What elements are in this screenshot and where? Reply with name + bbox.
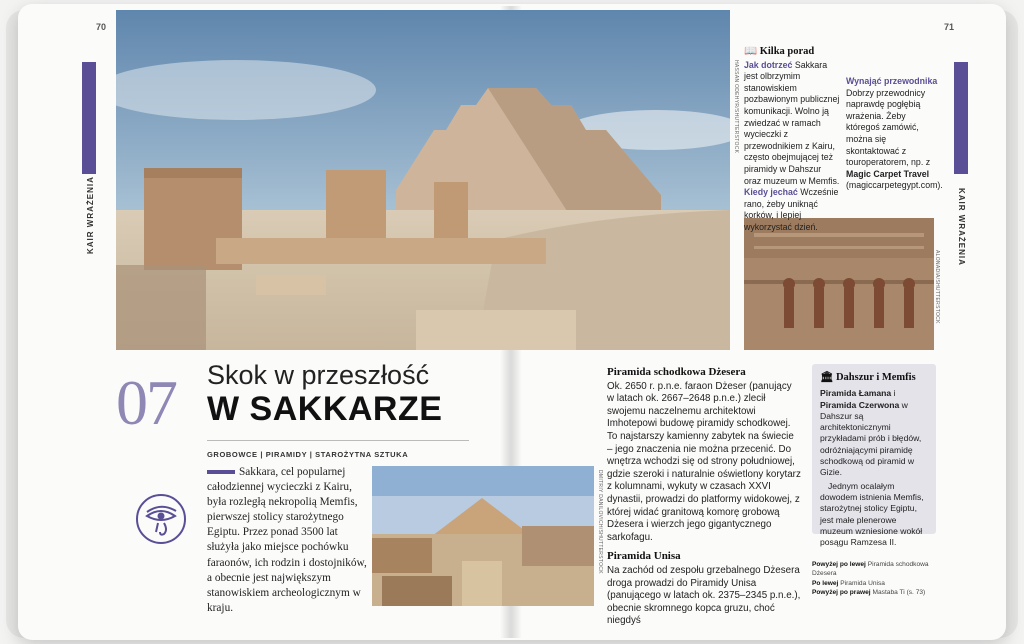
small-photo-unas-pyramid — [372, 466, 594, 606]
tips-guide-company: Magic Carpet Travel — [846, 168, 930, 179]
tips-guide-text: Dobrzy przewodnicy naprawdę pogłębią wrażenia. Żeby któregoś zamówić, można się skontaktować z touroperatorem, np. z — [846, 87, 931, 168]
sidebar-box-text1: w Dahszur są architektonicznymi przykładami prób i błędów, odróżniającymi piramidę schodkową od piramid w Gizie. — [820, 399, 922, 478]
caption-text: Piramida schodkowa Dżesera — [812, 561, 929, 578]
photo-captions — [812, 560, 942, 598]
paragraph-djoser-pyramid: Ok. 2650 r. p.n.e. faraon Dżeser (panujący w latach ok. 2667–2648 p.n.e.) zlecił swojemu naczelnemu architektowi Imhotepowi budowę piramidy schodkowej. To najstarszy kamienny zabytek na świecie – jego znaczenia nie można przecenić. Do wnętrza wchodzi się od strony południowej, gdzie szeroki i naturalnie oświetlony korytarz z kolumnami, wykuty w czasach XXVI dynastii, prowadzi do platformy widokowej, z której widać granitową komorę grobową Dżesera i wierzch jego gigantycznego sarkofagu. — [607, 380, 801, 543]
relief-photo-mastaba-ti — [744, 218, 934, 350]
eye-of-horus-icon — [136, 494, 186, 544]
heading-unas-pyramid: Piramida Unisa — [607, 550, 681, 563]
chapter-tab-right — [954, 62, 968, 174]
relief-photo-credit: ALONADIA/SHUTTERSTOCK — [934, 250, 940, 324]
tips-how-label: Jak dotrzeć — [744, 59, 793, 70]
topic-tags: GROBOWCE | PIRAMIDY | STAROŻYTNA SZTUKA — [207, 450, 409, 459]
sidebar-box-heading-text: Dahszur i Memfis — [835, 372, 916, 383]
sidebar-box-and: i — [893, 388, 896, 399]
page-number-right: 71 — [944, 22, 955, 32]
sidebar-box-heading — [820, 372, 928, 383]
sidebar-box-p1 — [820, 388, 928, 478]
small-photo-credit: DMITRIY DANILOVICH/SHUTTERSTOCK — [597, 470, 603, 574]
tips-guide-url: (magiccarpetegypt.com). — [846, 180, 943, 191]
section-label-right: KAIR WRAŻENIA — [957, 188, 966, 266]
main-photo-djoser-pyramid — [116, 10, 730, 350]
page-number-left: 70 — [96, 22, 107, 32]
main-photo-credit: HASSAN ODEHYR/SHUTTERSTOCK — [733, 60, 739, 154]
tips-guide-label: Wynająć przewodnika — [846, 76, 938, 86]
caption-item — [812, 588, 942, 597]
main-photo-svg — [116, 10, 730, 350]
sidebar-box-dahshur-memphis — [812, 364, 936, 548]
tips-heading — [744, 46, 840, 58]
attraction-number: 07 — [116, 367, 176, 438]
tips-when-text: Wcześnie rano, żeby uniknąć korków, i lepiej wykorzystać dzień. — [744, 187, 839, 232]
relief-photo-svg — [744, 218, 934, 350]
caption-label: Powyżej po lewej — [812, 561, 866, 568]
page-title-line1: Skok w przeszłość — [207, 360, 430, 390]
tips-when-label: Kiedy jechać — [744, 187, 798, 198]
small-photo-svg — [372, 466, 594, 606]
lead-text: Sakkara, cel popularnej całodziennej wycieczki z Kairu, była rozległą nekropolią Memfis, pierwszej stolicy starożytnego Egiptu. Przez ponad 3500 lat służyła jako miejsce pochówku faraonów, ich rodzin i dostojników, a obecnie jest największym stanowiskiem archeologicznym w kraju. — [207, 466, 367, 614]
tips-column-a — [744, 46, 840, 234]
book-icon: 📖 — [744, 46, 758, 57]
title-divider — [207, 440, 469, 441]
caption-item — [812, 579, 942, 588]
section-label-left: KAIR WRAŻENIA — [86, 176, 95, 254]
bent-pyramid-name: Piramida Łamana — [820, 388, 892, 399]
caption-label: Powyżej po prawej — [812, 589, 871, 597]
museum-icon: 🏛 — [820, 372, 834, 383]
sidebar-box-p2: Jednym ocalałym dowodem istnienia Memfis, starożytnej stolicy Egiptu, jest małe plenerowe muzeum wzniesione wokół posągu Ramzesa II. — [820, 480, 924, 548]
caption-text: Mastaba Ti (s. 73) — [872, 589, 926, 597]
red-pyramid-name: Piramida Czerwona — [820, 399, 900, 410]
tips-column-b — [846, 76, 943, 192]
paragraph-unas-pyramid: Na zachód od zespołu grzebalnego Dżesera droga prowadzi do Piramidy Unisa (panującego w latach ok. 2375–2345 p.n.e.), obecnie skromnego kopca gruzu, choć niegdyś — [607, 564, 801, 627]
eye-of-horus-svg — [138, 496, 184, 542]
article-column — [607, 366, 801, 634]
tips-heading-text: Kilka porad — [759, 46, 815, 57]
page-title-line2: W SAKKARZE — [207, 390, 443, 428]
caption-label: Po lewej — [812, 579, 839, 587]
tips-how-text: Sakkara jest olbrzymim stanowiskiem pozbawionym publicznej komunikacji. Wolno ją zwiedzać w ramach wycieczki z przewodnikiem z Kairu, często obejmującej też piramidy w Dahszur oraz muzeum w Memfis. — [744, 59, 840, 186]
lead-accent-bar — [207, 470, 235, 474]
lead-paragraph — [207, 465, 367, 616]
heading-djoser-pyramid: Piramida schodkowa Dżesera — [607, 366, 746, 378]
chapter-tab-left — [82, 62, 96, 174]
caption-item — [812, 560, 942, 579]
caption-text: Piramida Unisa — [840, 579, 885, 587]
